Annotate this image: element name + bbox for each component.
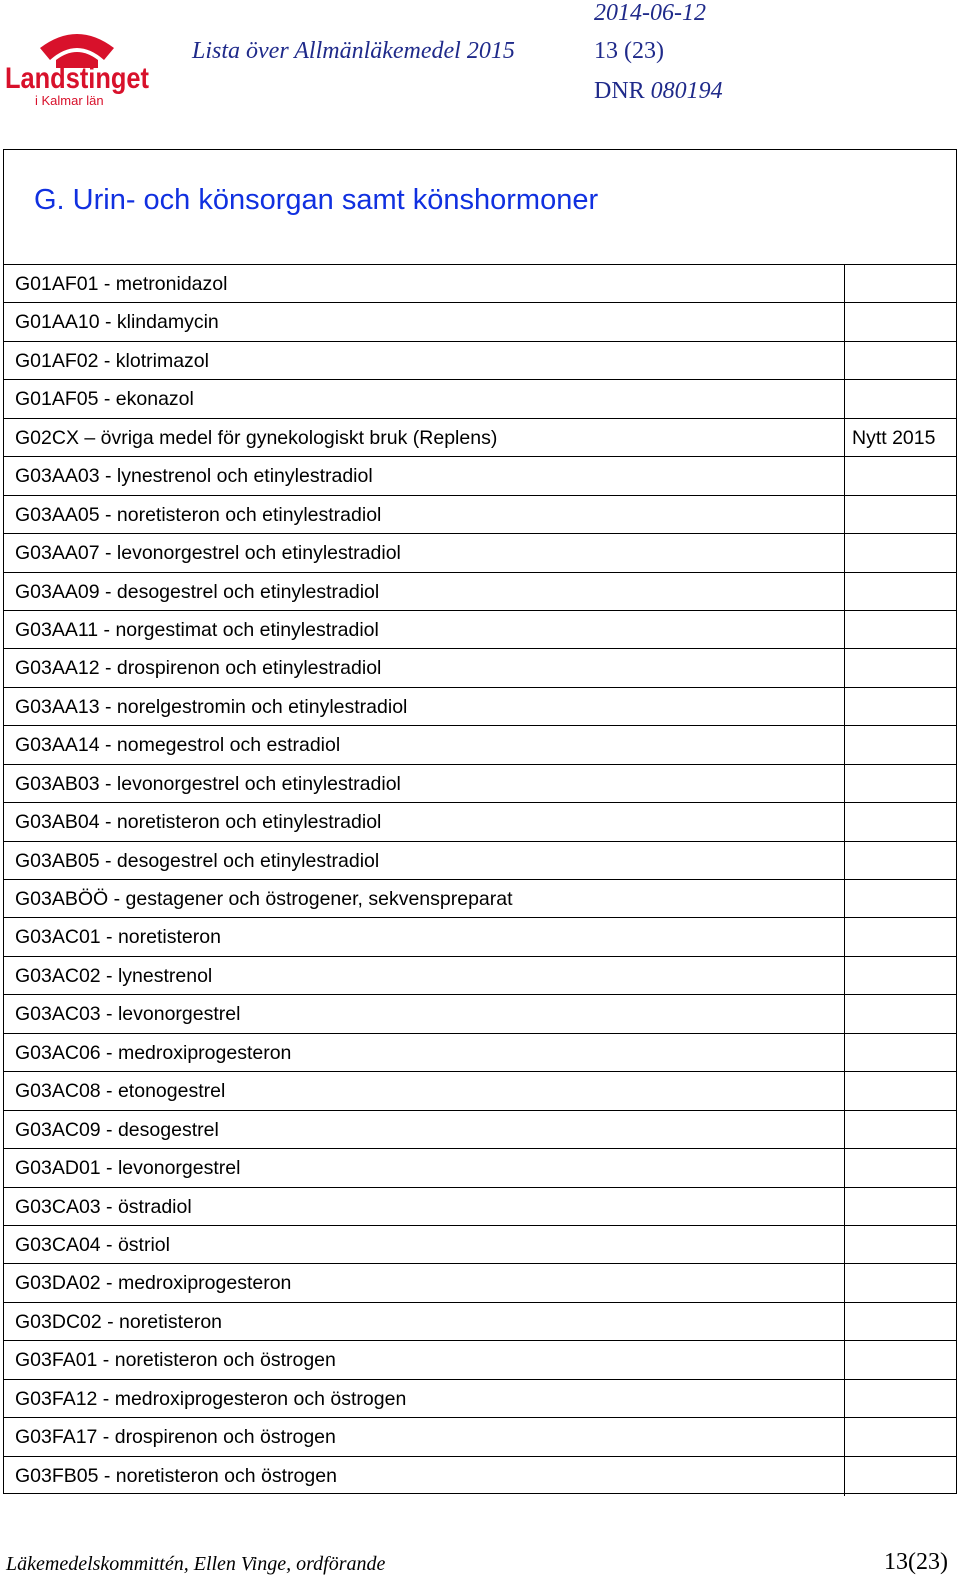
drug-name: G03AC09 - desogestrel bbox=[15, 1118, 219, 1141]
table-row bbox=[3, 995, 957, 1033]
table-row bbox=[3, 419, 957, 457]
drug-name: G03AB05 - desogestrel och etinylestradiol bbox=[15, 849, 380, 872]
drug-name: G03CA03 - östradiol bbox=[15, 1195, 192, 1218]
table-row bbox=[3, 1188, 957, 1226]
table-row bbox=[3, 265, 957, 303]
column-divider bbox=[844, 1226, 845, 1264]
column-divider bbox=[844, 573, 845, 611]
column-divider bbox=[844, 380, 845, 418]
drug-note: Nytt 2015 bbox=[852, 426, 936, 449]
table-row bbox=[3, 1111, 957, 1149]
table-row bbox=[3, 1226, 957, 1264]
drug-name: G03FA12 - medroxiprogesteron och östrogen bbox=[15, 1387, 407, 1410]
table-row bbox=[3, 918, 957, 956]
drug-name: G03AB03 - levonorgestrel och etinylestradiol bbox=[15, 772, 401, 795]
document-title: Lista över Allmänläkemedel 2015 bbox=[192, 38, 515, 64]
drug-name: G03FA01 - noretisteron och östrogen bbox=[15, 1349, 336, 1372]
table-row bbox=[3, 1149, 957, 1187]
drug-name: G03ABÖÖ - gestagener och östrogener, sekvenspreparat bbox=[15, 888, 513, 910]
column-divider bbox=[844, 611, 845, 649]
table-row bbox=[3, 380, 957, 418]
drug-name: G03AA13 - norelgestromin och etinylestradiol bbox=[15, 695, 408, 718]
table-row bbox=[3, 573, 957, 611]
column-divider bbox=[844, 1457, 845, 1496]
drug-name: G01AA10 - klindamycin bbox=[15, 311, 219, 334]
dnr bbox=[594, 78, 723, 105]
table-row bbox=[3, 1341, 957, 1379]
table-row bbox=[3, 1034, 957, 1072]
dnr-number: 080194 bbox=[650, 78, 723, 104]
table-row bbox=[3, 688, 957, 726]
drug-name: G03AA03 - lynestrenol och etinylestradiol bbox=[15, 465, 373, 488]
column-divider bbox=[844, 726, 845, 764]
footer-page: 13(23) bbox=[884, 1549, 948, 1575]
table-row bbox=[3, 842, 957, 880]
table-row bbox=[3, 726, 957, 764]
table-row bbox=[3, 880, 957, 918]
document-date: 2014-06-12 bbox=[594, 0, 706, 26]
logo-text: Landstinget bbox=[5, 62, 150, 95]
column-divider bbox=[844, 880, 845, 918]
drug-name: G03AA07 - levonorgestrel och etinylestradiol bbox=[15, 542, 401, 565]
drug-name: G03FA17 - drospirenon och östrogen bbox=[15, 1426, 336, 1449]
drug-name: G03AC03 - levonorgestrel bbox=[15, 1003, 241, 1026]
logo-subtext: i Kalmar län bbox=[35, 93, 104, 108]
table-row bbox=[3, 1303, 957, 1341]
table-row bbox=[3, 1457, 957, 1495]
table-row bbox=[3, 1380, 957, 1418]
table-row bbox=[3, 1264, 957, 1302]
column-divider bbox=[844, 1111, 845, 1149]
column-divider bbox=[844, 534, 845, 572]
drug-name: G03AA11 - norgestimat och etinylestradiol bbox=[15, 618, 379, 641]
drug-name: G02CX – övriga medel för gynekologiskt bruk (Replens) bbox=[15, 426, 498, 449]
table-row bbox=[3, 611, 957, 649]
drug-name: G03AC02 - lynestrenol bbox=[15, 964, 213, 987]
column-divider bbox=[844, 688, 845, 726]
column-divider bbox=[844, 342, 845, 380]
column-divider bbox=[844, 649, 845, 687]
drug-name: G03FB05 - noretisteron och östrogen bbox=[15, 1464, 337, 1487]
drug-name: G03AD01 - levonorgestrel bbox=[15, 1157, 241, 1180]
column-divider bbox=[844, 265, 845, 303]
drug-name: G03DA02 - medroxiprogesteron bbox=[15, 1272, 292, 1295]
column-divider bbox=[844, 496, 845, 534]
column-divider bbox=[844, 1303, 845, 1341]
table-row bbox=[3, 534, 957, 572]
table-row bbox=[3, 457, 957, 495]
column-divider bbox=[844, 1264, 845, 1302]
drug-name: G03AA05 - noretisteron och etinylestradiol bbox=[15, 503, 382, 526]
landstinget-logo bbox=[4, 26, 150, 108]
page-number: 13 (23) bbox=[594, 38, 664, 64]
footer-committee: Läkemedelskommittén, Ellen Vinge, ordförande bbox=[6, 1553, 386, 1575]
column-divider bbox=[844, 457, 845, 495]
column-divider bbox=[844, 803, 845, 841]
column-divider bbox=[844, 1149, 845, 1187]
column-divider bbox=[844, 419, 845, 457]
table-row bbox=[3, 765, 957, 803]
column-divider bbox=[844, 842, 845, 880]
drug-name: G01AF01 - metronidazol bbox=[15, 273, 228, 295]
drug-list bbox=[3, 265, 957, 1495]
drug-name: G03AA14 - nomegestrol och estradiol bbox=[15, 734, 341, 757]
column-divider bbox=[844, 1380, 845, 1418]
table-row bbox=[3, 803, 957, 841]
drug-name: G03AA09 - desogestrel och etinylestradiol bbox=[15, 580, 380, 603]
drug-name: G03AC01 - noretisteron bbox=[15, 926, 221, 949]
table-row bbox=[3, 1072, 957, 1110]
drug-name: G03AC08 - etonogestrel bbox=[15, 1080, 226, 1103]
column-divider bbox=[844, 1418, 845, 1456]
section-title: G. Urin- och könsorgan samt könshormoner bbox=[34, 184, 599, 216]
drug-name: G01AF05 - ekonazol bbox=[15, 388, 194, 411]
column-divider bbox=[844, 303, 845, 341]
drug-name: G03DC02 - noretisteron bbox=[15, 1310, 223, 1333]
table-row bbox=[3, 303, 957, 341]
column-divider bbox=[844, 957, 845, 995]
dnr-label: DNR bbox=[594, 78, 645, 104]
table-row bbox=[3, 496, 957, 534]
drug-name: G03AA12 - drospirenon och etinylestradiol bbox=[15, 657, 382, 680]
column-divider bbox=[844, 1034, 845, 1072]
table-row bbox=[3, 957, 957, 995]
column-divider bbox=[844, 765, 845, 803]
table-row bbox=[3, 1418, 957, 1456]
column-divider bbox=[844, 1072, 845, 1110]
drug-name: G03AC06 - medroxiprogesteron bbox=[15, 1041, 292, 1064]
table-row bbox=[3, 649, 957, 687]
drug-name: G03CA04 - östriol bbox=[15, 1233, 170, 1256]
table-row bbox=[3, 342, 957, 380]
column-divider bbox=[844, 1341, 845, 1379]
column-divider bbox=[844, 918, 845, 956]
column-divider bbox=[844, 995, 845, 1033]
column-divider bbox=[844, 1188, 845, 1226]
drug-name: G03AB04 - noretisteron och etinylestradiol bbox=[15, 811, 382, 834]
drug-name: G01AF02 - klotrimazol bbox=[15, 349, 209, 372]
